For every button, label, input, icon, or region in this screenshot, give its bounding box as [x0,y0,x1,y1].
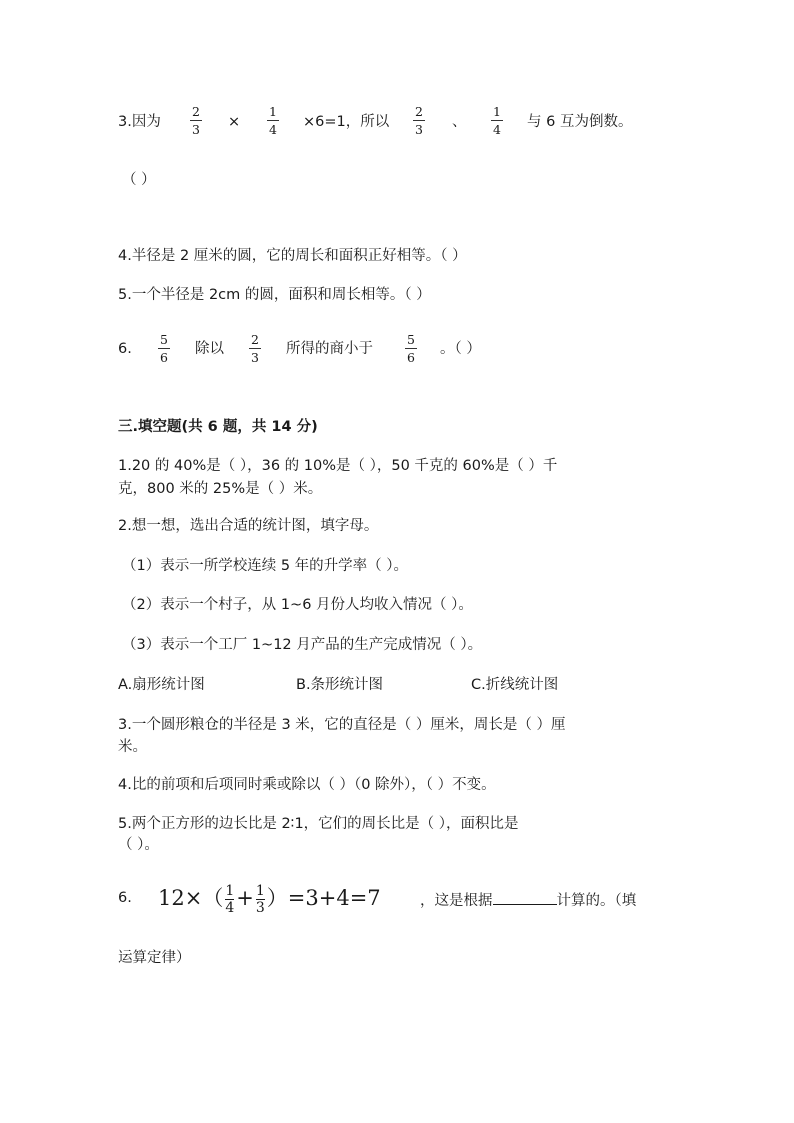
q3-times: × [228,114,241,130]
q6-fraction-3 [405,333,417,365]
q3-f2-den: 4 [269,122,277,137]
q6-f2-den: 3 [251,350,259,365]
f2-item2: （2）表示一个村子，从 1~6 月份人均收入情况（ ）。 [122,597,473,613]
q6-f1-num: 5 [160,332,168,347]
f2-option-c: C.折线统计图 [471,677,559,693]
q3-fraction-3 [413,105,425,137]
q6-f2-num: 2 [251,332,259,347]
q3-f1-num: 2 [192,104,200,119]
q3-f3-num: 2 [415,104,423,119]
q3-f4-den: 4 [493,122,501,137]
f6-answer-blank[interactable] [493,888,557,905]
q6-label: 6. [118,341,132,357]
q6-t2: 所得的商小于 [286,341,373,357]
f2-option-a: A.扇形统计图 [118,677,205,693]
f6-eq-plus: + [236,886,254,910]
f6-eq-part-a: 12×（ [158,886,224,910]
f6-eq-fraction-1: $\frac{1}{4}$ [225,883,235,916]
q3-f1-den: 3 [192,122,200,137]
q5-text: 5.一个半径是 2cm 的圆，面积和周长相等。（ ） [118,287,431,303]
f1-line1: 1.20 的 40%是（ ），36 的 10%是（ ），50 千克的 60%是（ ）千 [118,458,558,474]
f6-eq-fraction-2: $\frac{1}{3}$ [255,883,265,916]
q3-fraction-2 [267,105,279,137]
f2-item1: （1）表示一所学校连续 5 年的升学率（ ）。 [122,558,409,574]
q3-fraction-1 [190,105,202,137]
f4-text: 4.比的前项和后项同时乘或除以（ ）（0 除外），（ ）不变。 [118,777,496,793]
f2-option-b: B.条形统计图 [296,677,384,693]
q3-f4-num: 1 [493,104,501,119]
q3-tail: 与 6 互为倒数。 [527,114,633,130]
f6-text-1: ，这是根据 [420,893,493,909]
section-title-fill-blank: 三.填空题(共 6 题，共 14 分) [118,419,318,435]
f2-item3: （3）表示一个工厂 1~12 月产品的生产完成情况（ ）。 [122,637,483,653]
f6-line2: 运算定律） [118,950,191,966]
f6-equation [158,883,381,915]
q6-fraction-2 [249,333,261,365]
f6-text-2: 计算的。（填 [556,893,637,909]
q6-tail: 。（ ） [440,341,481,357]
f6-eq-part-b: ）=3+4=7 [266,886,381,910]
q4-text: 4.半径是 2 厘米的圆，它的周长和面积正好相等。（ ） [118,248,467,264]
q6-t1: 除以 [195,341,224,357]
q6-f3-num: 5 [407,332,415,347]
q6-f3-den: 6 [407,350,415,365]
q3-mid: ×6=1，所以 [303,114,390,130]
f1-line2: 克，800 米的 25%是（ ）米。 [118,481,323,497]
q3-f2-num: 1 [269,104,277,119]
f6-t1 [420,888,636,911]
f5-line1: 5.两个正方形的边长比是 2∶1，它们的周长比是（ ），面积比是 [118,816,519,832]
f5-line2: （ ）。 [118,837,159,853]
q3-answer-paren: （ ） [122,172,156,188]
q3-label: 3.因为 [118,114,161,130]
q3-f3-den: 3 [415,122,423,137]
q6-f1-den: 6 [160,350,168,365]
f3-line1: 3.一个圆形粮仓的半径是 3 米，它的直径是（ ）厘米，周长是（ ）厘 [118,717,566,733]
q6-fraction-1 [158,333,170,365]
q3-fraction-4 [491,105,503,137]
f3-line2: 米。 [118,739,147,755]
f2-title: 2.想一想，选出合适的统计图，填字母。 [118,518,379,534]
f6-label: 6. [118,890,132,906]
q3-sep: 、 [452,114,467,130]
